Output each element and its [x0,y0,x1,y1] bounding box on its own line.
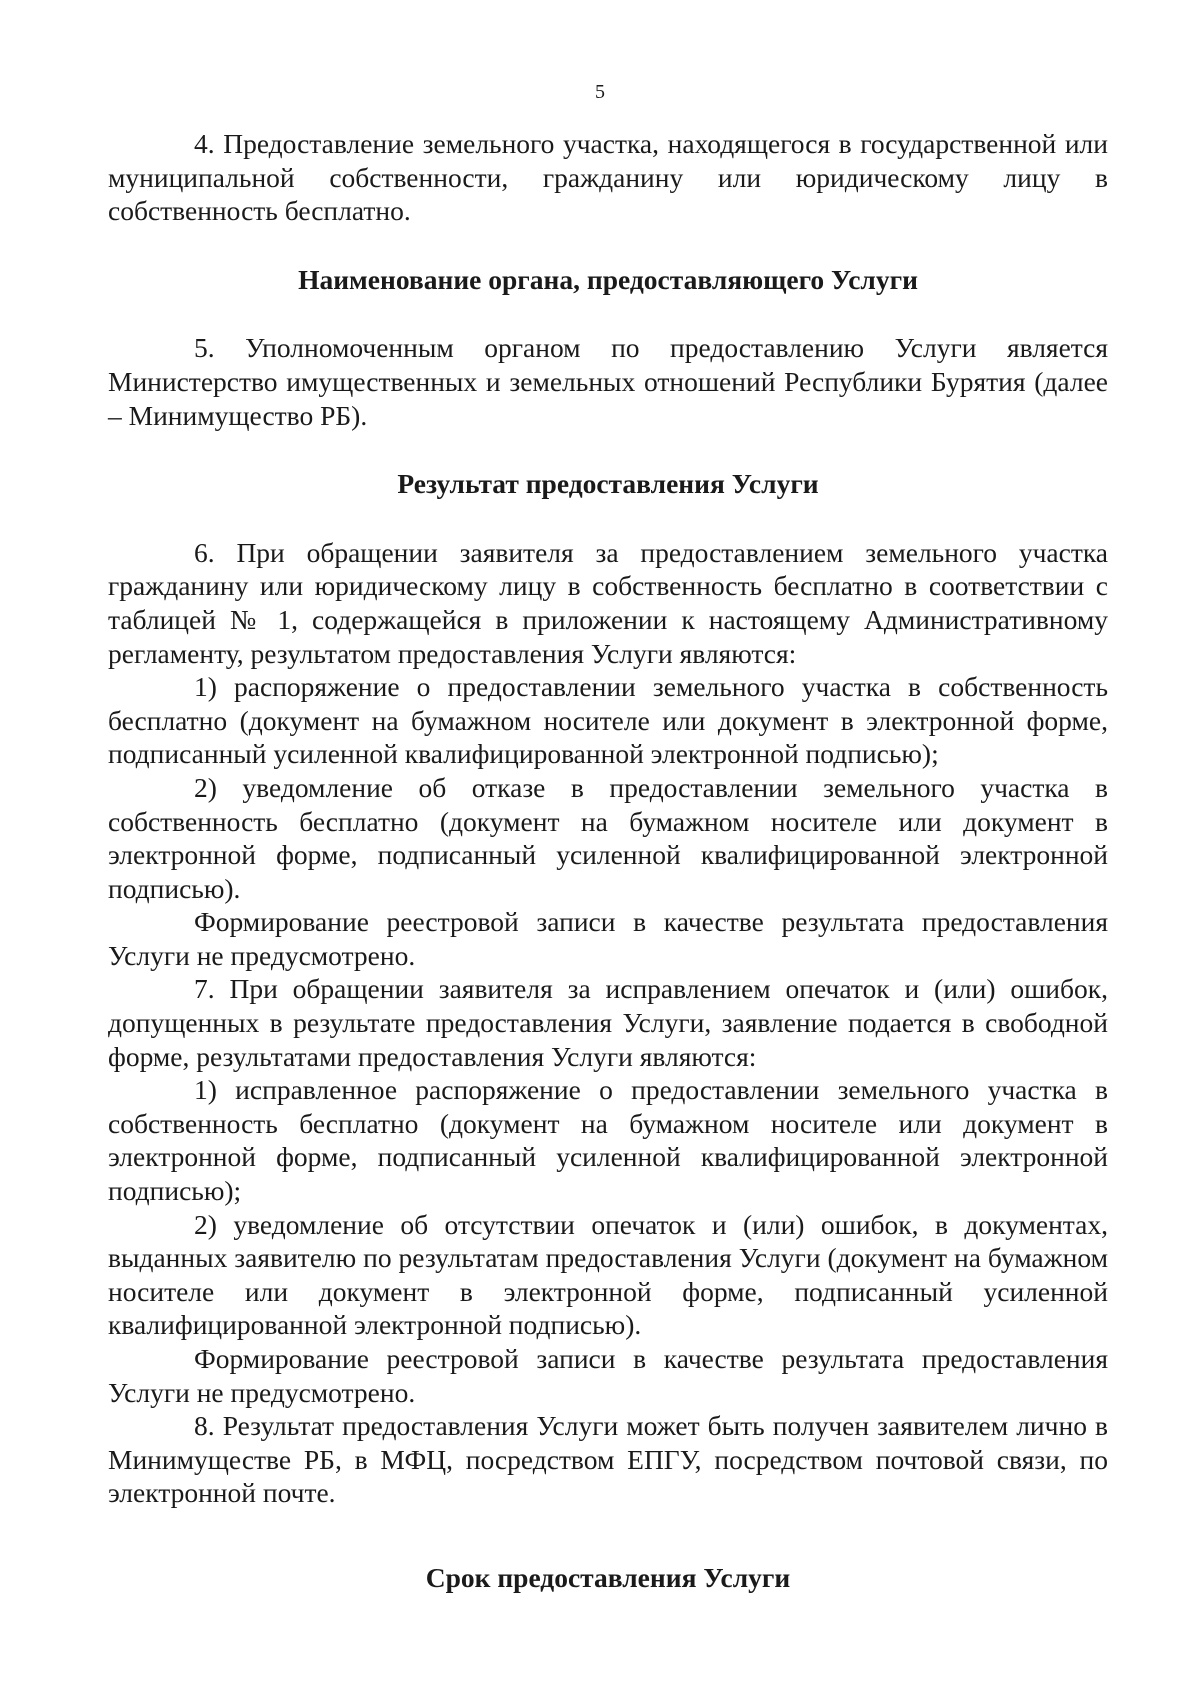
paragraph-6-note: Формирование реестровой записи в качестве результата предоставления Услуги не предусмотрено. [108,906,1108,971]
paragraph-7: 7. При обращении заявителя за исправлением опечаток и (или) ошибок, допущенных в результате предоставления Услуги, заявление подается в свободной форме, результатами предоставления Услуги являются: [108,973,1108,1072]
paragraph-7-item-2: 2) уведомление об отсутствии опечаток и (или) ошибок, в документах, выданных заявителю по результатам предоставления Услуги (документ на бумажном носителе или документ в электронной форме, подписанный усиленной квалифицированной электронной подписью). [108,1208,1108,1341]
page-number: 5 [595,81,605,103]
section-heading-result: Результат предоставления Услуги [397,468,819,500]
paragraph-6-item-2: 2) уведомление об отказе в предоставлении земельного участка в собственность бесплатно (документ на бумажном носителе или документ в электронной форме, подписанный усиленной квалифицированной электронной подписью). [108,771,1108,904]
paragraph-5: 5. Уполномоченным органом по предоставлению Услуги является Министерство имущественных и земельных отношений Республики Бурятия (далее – Минимущество РБ). [108,332,1108,431]
document-body [108,127,1108,1595]
section-heading-organ: Наименование органа, предоставляющего Услуги [298,263,918,295]
paragraph-4: 4. Предоставление земельного участка, находящегося в государственной или муниципальной собственности, гражданину или юридическому лицу в собственность бесплатно. [108,128,1108,227]
paragraph-6: 6. При обращении заявителя за предоставлением земельного участка гражданину или юридическому лицу в собственность бесплатно в соответствии с таблицей № 1, содержащейся в приложении к настоящему Административному регламенту, результатом предоставления Услуги являются: [108,536,1108,669]
paragraph-8: 8. Результат предоставления Услуги может быть получен заявителем лично в Минимуществе РБ, в МФЦ, посредством ЕПГУ, посредством почтовой связи, по электронной почте. [108,1410,1108,1509]
paragraph-7-item-1: 1) исправленное распоряжение о предоставлении земельного участка в собственность бесплатно (документ на бумажном носителе или документ в электронной форме, подписанный усиленной квалифицированной электронной подписью); [108,1074,1108,1207]
paragraph-7-note: Формирование реестровой записи в качестве результата предоставления Услуги не предусмотрено. [108,1343,1108,1408]
paragraph-6-item-1: 1) распоряжение о предоставлении земельного участка в собственность бесплатно (документ на бумажном носителе или документ в электронной форме, подписанный усиленной квалифицированной электронной подписью); [108,671,1108,770]
section-heading-term: Срок предоставления Услуги [425,1561,791,1593]
